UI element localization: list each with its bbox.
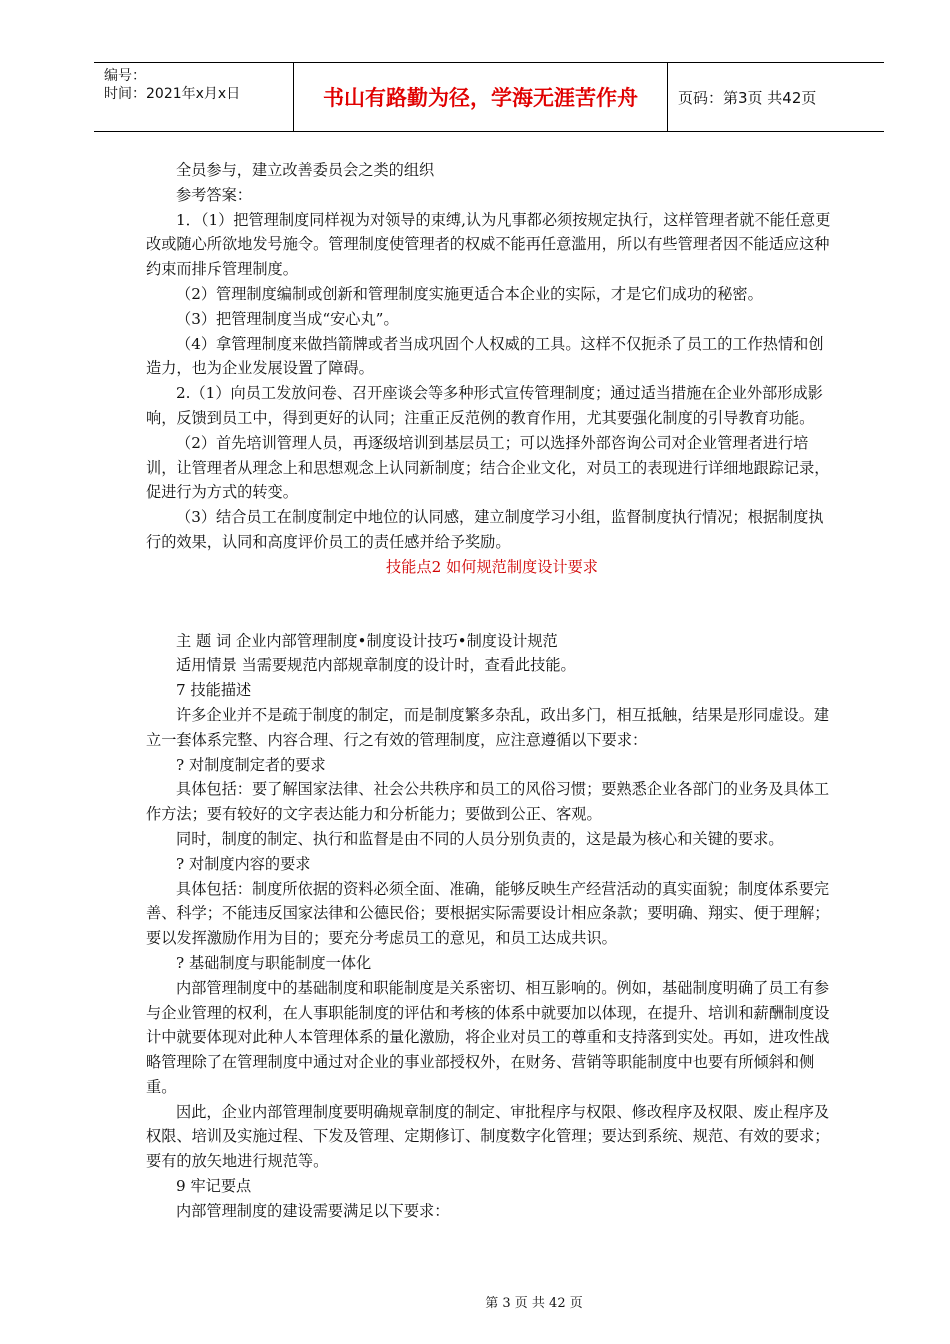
paragraph: 参考答案： xyxy=(176,185,252,204)
document-number-label: 编号： xyxy=(104,68,146,84)
header-meta xyxy=(94,63,294,131)
paragraph: ? 对制度制定者的要求 xyxy=(176,755,326,774)
paragraph: 全员参与，建立改善委员会之类的组织 xyxy=(176,161,435,179)
paragraph: 具体包括：制度所依据的资料必须全面、准确，能够反映生产经营活动的真实面貌；制度体系要完善、科学；不能违反国家法律和公德民俗；要根据实际需要设计相应条款；要明确、翔实、便于理解；要以发挥激励作用为目的；要充分考虑员工的意见，和员工达成共识。 xyxy=(146,879,830,948)
paragraph: 内部管理制度的建设需要满足以下要求： xyxy=(176,1201,450,1220)
footer-page-number: 第 3 页 共 42 页 xyxy=(485,1296,583,1311)
paragraph: 具体包括：要了解国家法律、社会公共秩序和员工的风俗习惯；要熟悉企业各部门的业务及具体工作方法；要有较好的文字表达能力和分析能力；要做到公正、客观。 xyxy=(146,780,830,824)
paragraph: （2）管理制度编制或创新和管理制度实施更适合本企业的实际，才是它们成功的秘密。 xyxy=(176,284,763,303)
paragraph: 适用情景 当需要规范内部规章制度的设计时，查看此技能。 xyxy=(176,656,576,675)
paragraph: 主 题 词 企业内部管理制度•制度设计技巧•制度设计规范 xyxy=(176,631,558,650)
paragraph: 内部管理制度中的基础制度和职能制度是关系密切、相互影响的。例如，基础制度明确了员工有参与企业管理的权利，在人事职能制度的评估和考核的体系中就要加以体现，在提升、培训和薪酬制度设计中就要体现对此种人本管理体系的量化激励，将企业对员工的尊重和支持落到实处。再如，进攻性战略管理除了在管理制度中通过对企业的事业部授权外，在财务、营销等职能制度中也要有所倾斜和侧重。 xyxy=(146,978,830,1096)
paragraph: 同时，制度的制定、执行和监督是由不同的人员分别负责的，这是最为核心和关键的要求。 xyxy=(176,829,784,848)
paragraph: ? 基础制度与职能制度一体化 xyxy=(176,953,372,972)
paragraph: （2）首先培训管理人员，再逐级培训到基层员工；可以选择外部咨询公司对企业管理者进行培训，让管理者从理念上和思想观念上认同新制度；结合企业文化，对员工的表现进行详细地跟踪记录，促进行为方式的转变。 xyxy=(146,433,830,502)
header-motto: 书山有路勤为径，学海无涯苦作舟 xyxy=(294,63,668,131)
paragraph: （3）结合员工在制度制定中地位的认同感，建立制度学习小组，监督制度执行情况；根据制度执行的效果，认同和高度评价员工的责任感并给予奖励。 xyxy=(146,508,824,551)
spacer xyxy=(146,580,838,629)
paragraph: （4）拿管理制度来做挡箭牌或者当成巩固个人权威的工具。这样不仅扼杀了员工的工作热情和创造力，也为企业发展设置了障碍。 xyxy=(146,334,824,378)
document-time-label: 时间：2021年x月x日 xyxy=(104,86,241,102)
paragraph: 7 技能描述 xyxy=(176,681,252,700)
header-page-label: 页码：第3页 共42页 xyxy=(678,88,817,107)
document-body xyxy=(146,158,838,1224)
page-footer xyxy=(0,1292,950,1311)
paragraph: （3）把管理制度当成“安心丸”。 xyxy=(176,309,399,328)
paragraph: 许多企业并不是疏于制度的制定，而是制度繁多杂乱，政出多门，相互抵触，结果是形同虚设。建立一套体系完整、内容合理、行之有效的管理制度，应注意遵循以下要求： xyxy=(146,705,830,749)
paragraph: 9 牢记要点 xyxy=(176,1177,252,1196)
paragraph: ? 对制度内容的要求 xyxy=(176,854,311,873)
paragraph: 1．（1）把管理制度同样视为对领导的束缚,认为凡事都必须按规定执行，这样管理者就不能任意更改或随心所欲地发号施令。管理制度使管理者的权威不能再任意滥用，所以有些管理者因不能适应这种约束而排斥管理制度。 xyxy=(146,210,831,279)
section-title: 技能点2 如何规范制度设计要求 xyxy=(386,557,598,576)
paragraph: 2.（1）向员工发放问卷、召开座谈会等多种形式宣传管理制度；通过适当措施在企业外部形成影响，反馈到员工中，得到更好的认同；注重正反范例的教育作用，尤其要强化制度的引导教育功能。 xyxy=(146,384,823,427)
page-header xyxy=(94,62,884,132)
paragraph: 因此，企业内部管理制度要明确规章制度的制定、审批程序与权限、修改程序及权限、废止程序及权限、培训及实施过程、下发及管理、定期修订、制度数字化管理；要达到系统、规范、有效的要求；要有的放矢地进行规范等。 xyxy=(146,1102,830,1171)
